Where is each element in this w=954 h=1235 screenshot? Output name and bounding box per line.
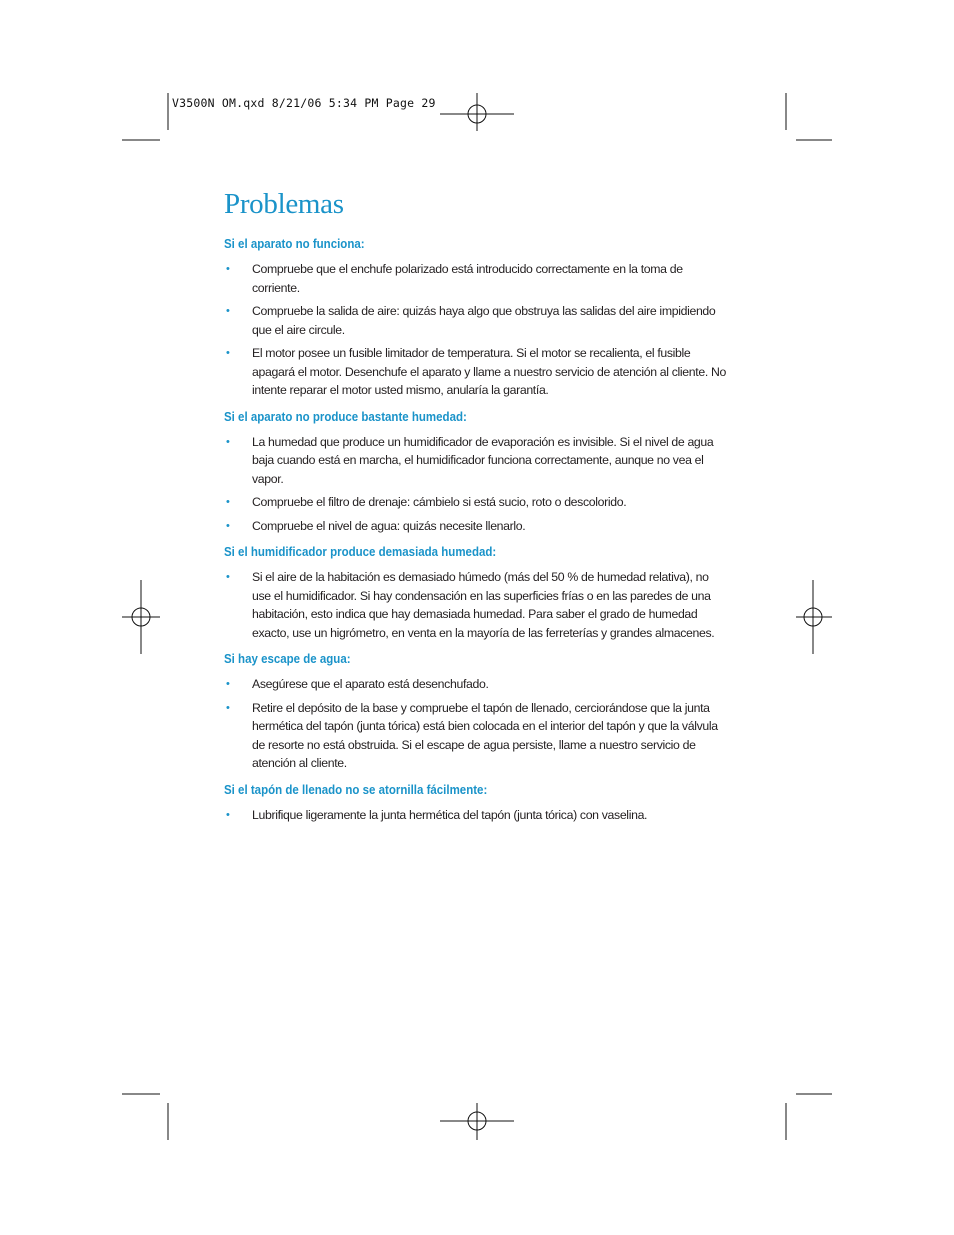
section-heading: Si hay escape de agua: — [224, 652, 351, 666]
page-title: Problemas — [224, 188, 344, 220]
bullet-icon: • — [226, 435, 230, 448]
list-item-text: Compruebe que el enchufe polarizado está introducido correctamente en la toma de corriente. — [252, 262, 683, 295]
list-item-text: Compruebe el nivel de agua: quizás necesite llenarlo. — [252, 518, 526, 533]
list-item — [224, 302, 730, 339]
registration-target-right — [796, 580, 832, 654]
list-item-text: Si el aire de la habitación es demasiado húmedo (más del 50 % de humedad relativa), no use el humidificador. Si hay condensación en las superficies frías o en las paredes de una habitación, esto indica que hay demasiada humedad. Para saber el grado de humedad exacto, use un higrómetro, en venta en la mayoría de las ferreterías y grandes almacenes. — [252, 570, 715, 640]
bullet-icon: • — [226, 496, 230, 508]
list-item — [224, 260, 730, 297]
section-heading: Si el aparato no produce bastante humedad: — [224, 409, 467, 424]
list-item — [224, 344, 730, 400]
bullet-icon: • — [226, 808, 230, 821]
section-tapon-llenado — [224, 782, 730, 825]
list-item-text: La humedad que produce un humidificador de evaporación es invisible. Si el nivel de agua baja cuando está en marcha, el humidificador funciona correctamente, aunque no vea el vapor. — [252, 434, 714, 486]
bullet-icon: • — [226, 701, 230, 714]
list-item-text: Compruebe el filtro de drenaje: cámbielo si está sucio, roto o descolorido. — [252, 495, 627, 509]
list-item-text: El motor posee un fusible limitador de temperatura. Si el motor se recalienta, el fusible apagará el motor. Desenchufe el aparato y llame a nuestro servicio de atención al cliente. No intente reparar el motor usted mismo, anularía la garantía. — [252, 346, 726, 397]
bullet-icon: • — [226, 519, 230, 532]
bullet-icon: • — [226, 263, 230, 275]
bullet-list — [224, 675, 730, 773]
list-item-text: Compruebe la salida de aire: quizás haya algo que obstruya las salidas del aire impidiendo que el aire circule. — [252, 304, 716, 337]
list-item — [224, 568, 730, 642]
list-item — [224, 433, 730, 489]
section-demasiada-humedad — [224, 544, 730, 642]
list-item-text: Lubrifique ligeramente la junta hermética del tapón (junta tórica) con vaselina. — [252, 807, 648, 822]
section-heading: Si el tapón de llenado no se atornilla fácilmente: — [224, 782, 488, 797]
bullet-list — [224, 260, 730, 400]
bullet-icon: • — [226, 305, 230, 317]
registration-target-left — [122, 580, 160, 654]
list-item-text: Asegúrese que el aparato está desenchufado. — [252, 677, 489, 691]
section-heading: Si el aparato no funciona: — [224, 237, 365, 251]
bullet-icon: • — [226, 571, 230, 583]
section-no-funciona — [224, 236, 730, 400]
print-slug: V3500N OM.qxd 8/21/06 5:34 PM Page 29 — [172, 96, 436, 110]
list-item — [224, 493, 730, 512]
bullet-list — [224, 568, 730, 642]
section-escape-agua — [224, 651, 730, 773]
section-poca-humedad — [224, 409, 730, 536]
bullet-list — [224, 806, 730, 825]
list-item — [224, 675, 730, 694]
list-item — [224, 517, 730, 536]
registration-target-bottom — [440, 1103, 514, 1140]
bullet-icon: • — [226, 678, 230, 690]
troubleshooting-content — [224, 236, 730, 833]
bullet-list — [224, 433, 730, 536]
list-item-text: Retire el depósito de la base y compruebe el tapón de llenado, cerciorándose que la junta hermética del tapón (junta tórica) está bien colocada en el interior del tapón y que la válvula de resorte no está obstruida. Si el escape de agua persiste, llame a nuestro servicio de atención al cliente. — [252, 700, 718, 770]
registration-target-top — [440, 93, 514, 131]
list-item — [224, 806, 730, 825]
list-item — [224, 699, 730, 773]
section-heading: Si el humidificador produce demasiada humedad: — [224, 545, 497, 559]
bullet-icon: • — [226, 347, 230, 359]
